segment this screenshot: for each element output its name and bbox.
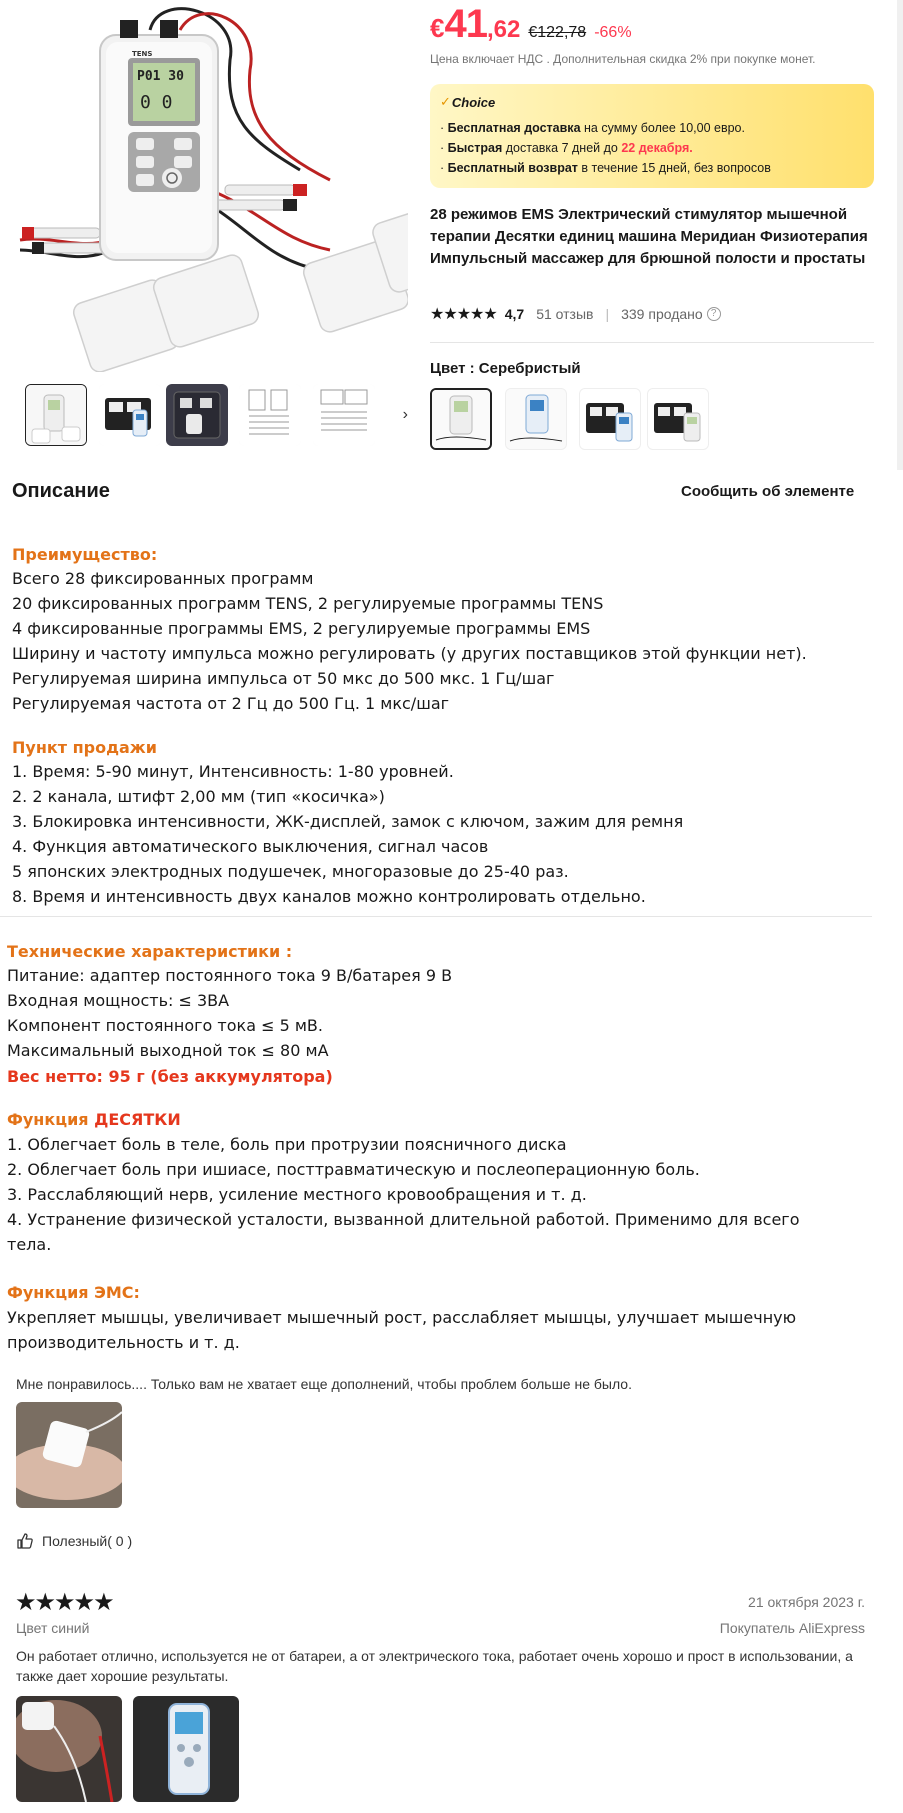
tens-device-illustration <box>0 0 408 372</box>
rating-separator: | <box>605 306 610 322</box>
spec-line: Входная мощность: ≤ 3ВА <box>7 991 230 1010</box>
thumbs-up-icon <box>16 1532 34 1550</box>
price-decimal: ,62 <box>486 16 521 43</box>
choice-line-delivery: · Бесплатная доставка на сумму более 10,00 евро. <box>440 121 745 135</box>
product-title: 28 режимов EMS Электрический стимулятор мышечной терапии Десятки единиц машина Меридиан Физиотерапия Импульсный массажер для брюшной полости и простаты <box>430 206 868 267</box>
help-icon[interactable]: ? <box>707 307 721 321</box>
advantage-line: Регулируемая частота от 2 Гц до 500 Гц. 1 мкс/шаг <box>12 694 450 713</box>
tens-line: 2. Облегчает боль при ишиасе, посттравматическую и послеоперационную боль. <box>7 1160 700 1179</box>
advantage-line: 4 фиксированные программы EMS, 2 регулируемые программы EMS <box>12 619 591 638</box>
sale-line: 5 японских электродных подушечек, многоразовые до 25-40 раз. <box>12 862 569 881</box>
spec-line: Компонент постоянного тока ≤ 5 мВ. <box>7 1016 323 1035</box>
sale-line: 2. 2 канала, штифт 2,00 мм (тип «косичка») <box>12 787 385 806</box>
gallery-thumb-2[interactable] <box>99 384 161 446</box>
divider <box>0 916 872 917</box>
rating-row <box>430 304 721 324</box>
specs-heading: Технические характеристики : <box>7 942 293 961</box>
vat-note: Цена включает НДС . Дополнительная скидка 2% при покупке монет. <box>430 52 816 66</box>
sale-heading: Пункт продажи <box>12 738 157 757</box>
helpful-button[interactable]: Полезный( 0 ) <box>16 1532 132 1550</box>
gallery-thumb-5[interactable] <box>313 384 375 446</box>
scrollbar[interactable] <box>897 0 903 470</box>
color-swatch-silver[interactable] <box>430 388 492 450</box>
tens-line: 1. Облегчает боль в теле, боль при протрузии поясничного диска <box>7 1135 567 1154</box>
check-icon: ✓ <box>440 94 451 109</box>
advantage-heading: Преимущество: <box>12 545 158 564</box>
price-currency: € <box>430 13 445 43</box>
tens-heading: Функция ДЕСЯТКИ <box>7 1110 181 1129</box>
review-1-photo[interactable] <box>16 1402 122 1508</box>
sold-count: 339 продано ? <box>621 306 721 322</box>
sale-line: 4. Функция автоматического выключения, сигнал часов <box>12 837 489 856</box>
rating-stars-icon: ★★★★★ <box>430 306 497 323</box>
tens-line: 4. Устранение физической усталости, вызванной длительной работой. Применимо для всего <box>7 1210 800 1229</box>
chevron-right-icon: › <box>402 406 408 423</box>
svg-text:0 0: 0 0 <box>140 92 173 113</box>
advantage-line: Регулируемая ширина импульса от 50 мкс до 500 мкс. 1 Гц/шаг <box>12 669 555 688</box>
svg-text:TENS: TENS <box>132 50 153 58</box>
svg-text:P01 30: P01 30 <box>137 69 184 84</box>
spec-weight: Вес нетто: 95 г (без аккумулятора) <box>7 1067 333 1086</box>
gallery-thumb-4[interactable] <box>239 384 301 446</box>
color-label: Цвет : Серебристый <box>430 360 581 377</box>
review-1-text: Мне понравилось.... Только вам не хватает еще дополнений, чтобы проблем больше не было. <box>16 1376 632 1392</box>
review-2-buyer: Покупатель AliExpress <box>719 1620 865 1636</box>
advantage-line: Ширину и частоту импульса можно регулировать (у других поставщиков этой функции нет). <box>12 644 807 663</box>
report-item-link[interactable]: Сообщить об элементе <box>681 483 855 500</box>
rating-value: 4,7 <box>504 306 525 322</box>
ems-line: Укрепляет мышцы, увеличивает мышечный рост, расслабляет мышцы, улучшает мышечную <box>7 1308 797 1327</box>
choice-line-fast: · Быстрая доставка 7 дней до 22 декабря. <box>440 141 693 155</box>
sale-line: 1. Время: 5-90 минут, Интенсивность: 1-80 уровней. <box>12 762 454 781</box>
gallery-thumb-3[interactable] <box>166 384 228 446</box>
review-2-stars: ★★★★★ <box>15 1589 113 1616</box>
color-swatch-case-blue[interactable] <box>579 388 641 450</box>
discount-badge: -66% <box>594 24 632 41</box>
tens-line: 3. Расслабляющий нерв, усиление местного кровообращения и т. д. <box>7 1185 587 1204</box>
advantage-line: Всего 28 фиксированных программ <box>12 569 314 588</box>
spec-line: Питание: адаптер постоянного тока 9 В/батарея 9 В <box>7 966 453 985</box>
reviews-count-link[interactable]: 51 отзыв <box>536 306 594 322</box>
spec-line: Максимальный выходной ток ≤ 80 мА <box>7 1041 329 1060</box>
review-2-photo-2[interactable] <box>133 1696 239 1802</box>
tens-line: тела. <box>7 1235 52 1254</box>
price-row <box>430 2 632 47</box>
choice-benefits-box[interactable] <box>430 84 874 188</box>
ems-line: производительность и т. д. <box>7 1333 240 1352</box>
sale-line: 8. Время и интенсивность двух каналов можно контролировать отдельно. <box>12 887 646 906</box>
review-2-photo-1[interactable] <box>16 1696 122 1802</box>
main-product-image[interactable] <box>0 0 408 372</box>
advantage-line: 20 фиксированных программ TENS, 2 регулируемые программы TENS <box>12 594 604 613</box>
color-swatch-case-silver[interactable] <box>647 388 709 450</box>
price-integer: 41 <box>444 2 487 46</box>
choice-line-return: · Бесплатный возврат в течение 15 дней, без вопросов <box>440 161 771 175</box>
color-swatch-blue[interactable] <box>505 388 567 450</box>
gallery-thumb-1[interactable] <box>25 384 87 446</box>
original-price: €122,78 <box>528 24 587 41</box>
sale-line: 3. Блокировка интенсивности, ЖК-дисплей, замок с ключом, зажим для ремня <box>12 812 684 831</box>
choice-title: ✓ Choice <box>440 94 496 110</box>
review-2-text: Он работает отлично, используется не от батареи, а от электрического тока, работает очень хорошо и прост в использовании, а также дает хорошие результаты. <box>16 1648 853 1684</box>
ems-heading: Функция ЭМС: <box>7 1283 140 1302</box>
description-heading: Описание <box>12 480 110 502</box>
review-2-color: Цвет синий <box>16 1620 90 1636</box>
review-2-date: 21 октября 2023 г. <box>748 1594 865 1610</box>
gallery-next-button[interactable] <box>382 384 408 446</box>
divider <box>430 342 874 343</box>
